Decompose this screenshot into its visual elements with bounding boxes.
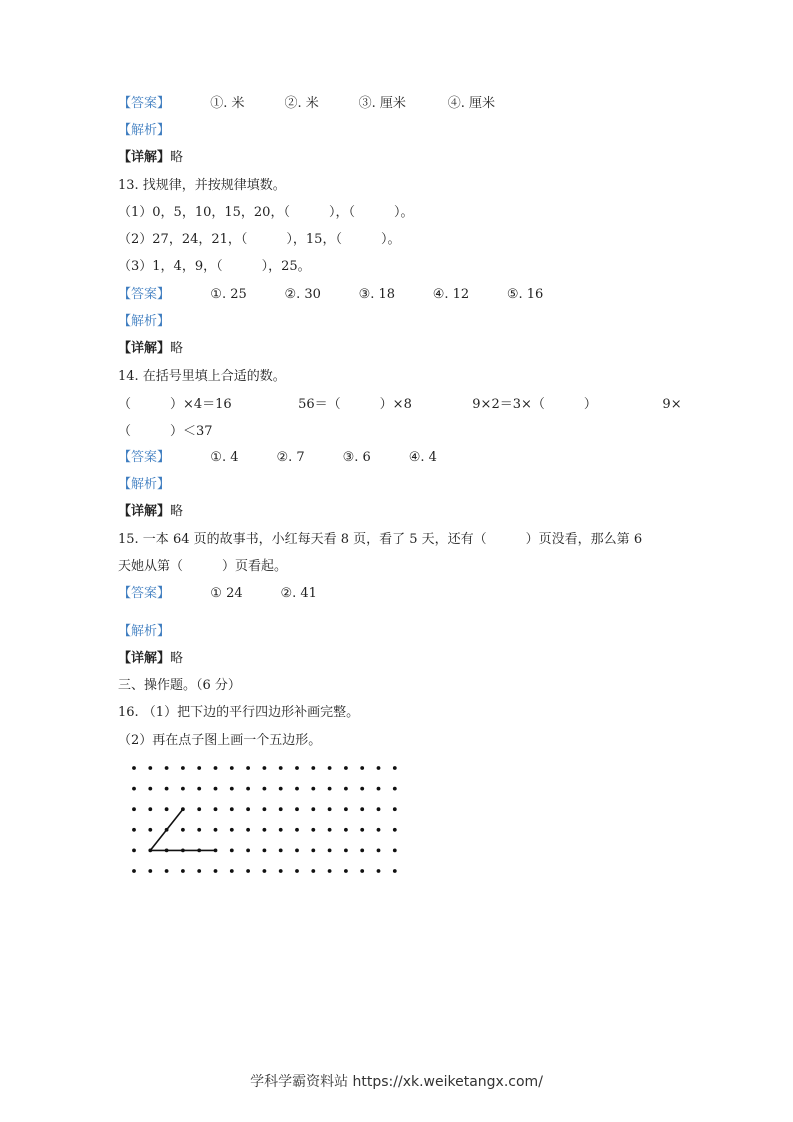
q15-analysis-tag: 【解析】 — [118, 624, 171, 639]
detail-text: 略 — [170, 150, 184, 165]
grid-dot — [132, 869, 136, 873]
q14-answer-3: ③. 6 — [342, 450, 371, 465]
q14-expr-4-start: 9× — [662, 397, 682, 412]
q13-answer-4: ④. 12 — [432, 287, 470, 302]
q13-answer-2: ②. 30 — [284, 287, 321, 302]
q14-expr-1: （ ）×4＝16 — [118, 397, 232, 412]
q12-answer-row — [118, 95, 495, 113]
grid-dot — [263, 807, 267, 811]
q15-answer-row — [118, 585, 317, 603]
q14-answer-1: ①. 4 — [210, 450, 239, 465]
grid-dot — [132, 787, 136, 791]
q13-answer-1: ①. 25 — [210, 287, 247, 302]
grid-dot — [295, 787, 299, 791]
grid-dot — [230, 869, 234, 873]
grid-dot — [246, 807, 250, 811]
q15-line-1: 15. 一本 64 页的故事书，小红每天看 8 页，看了 5 天，还有（ ）页没看，那么第 6 — [118, 532, 643, 547]
grid-dot — [344, 869, 348, 873]
answer-tag: 【答案】 — [118, 586, 171, 601]
grid-dot — [132, 828, 136, 832]
grid-dot — [344, 766, 348, 770]
grid-dot — [181, 828, 185, 832]
grid-dot — [230, 787, 234, 791]
q13-answer-3: ③. 18 — [358, 287, 396, 302]
grid-dot — [165, 787, 169, 791]
grid-dot — [279, 807, 283, 811]
q13-item-1: （1）0，5，10，15，20，（ ），（ ）。 — [118, 205, 414, 220]
grid-dot — [295, 869, 299, 873]
grid-dot — [377, 869, 381, 873]
grid-dot — [148, 869, 152, 873]
detail-tag: 【详解】 — [118, 504, 171, 519]
grid-dot — [197, 787, 201, 791]
grid-dot — [311, 807, 315, 811]
q13-item-3: （3）1，4，9，（ ），25。 — [118, 259, 311, 274]
grid-dot — [214, 869, 218, 873]
dot-grid — [128, 762, 408, 882]
q12-detail — [118, 149, 183, 167]
grid-dot — [311, 828, 315, 832]
detail-text: 略 — [170, 504, 184, 519]
q13-answer-5: ⑤. 16 — [506, 287, 544, 302]
q12-answer-4: ④. 厘米 — [447, 96, 495, 111]
grid-dot — [148, 787, 152, 791]
q13-answer-row — [118, 286, 543, 304]
grid-dot — [360, 828, 364, 832]
grid-dot — [393, 849, 397, 853]
grid-dot — [230, 828, 234, 832]
q14-answer-row — [118, 449, 437, 467]
grid-dot — [230, 849, 234, 853]
grid-dot — [279, 766, 283, 770]
grid-dot — [360, 849, 364, 853]
detail-text: 略 — [170, 651, 184, 666]
answer-tag: 【答案】 — [118, 96, 171, 111]
grid-dot — [263, 828, 267, 832]
detail-text: 略 — [170, 341, 184, 356]
grid-dot — [132, 849, 136, 853]
grid-dot — [197, 766, 201, 770]
grid-dot — [393, 828, 397, 832]
grid-dot — [165, 869, 169, 873]
grid-dot — [279, 869, 283, 873]
grid-dot — [197, 849, 201, 853]
grid-dot — [328, 869, 332, 873]
grid-dot — [132, 766, 136, 770]
grid-dot — [148, 828, 152, 832]
grid-dot — [181, 766, 185, 770]
grid-dot — [311, 869, 315, 873]
grid-dot — [230, 766, 234, 770]
q15-answer-2: ②. 41 — [280, 586, 317, 601]
grid-dot — [230, 807, 234, 811]
grid-dot — [328, 787, 332, 791]
grid-dot — [360, 869, 364, 873]
q16-line-2: （2）再在点子图上画一个五边形。 — [118, 733, 322, 748]
grid-dot — [246, 766, 250, 770]
grid-dot — [360, 766, 364, 770]
q16-line-1: 16. （1）把下边的平行四边形补画完整。 — [118, 705, 360, 720]
grid-dot — [148, 849, 152, 853]
q12-answer-2: ②. 米 — [284, 96, 319, 111]
detail-tag: 【详解】 — [118, 341, 171, 356]
grid-dot — [295, 828, 299, 832]
grid-dot — [311, 787, 315, 791]
grid-dot — [377, 849, 381, 853]
grid-dot — [246, 787, 250, 791]
grid-dot — [311, 766, 315, 770]
grid-dot — [197, 869, 201, 873]
grid-dot — [279, 828, 283, 832]
grid-dot — [132, 807, 136, 811]
footer-watermark: 学科学霸资料站 https://xk.weiketangx.com/ — [250, 1074, 543, 1090]
grid-dot — [328, 828, 332, 832]
grid-dot — [344, 787, 348, 791]
grid-dot — [377, 787, 381, 791]
section-3-heading: 三、操作题。（6 分） — [118, 678, 241, 693]
grid-dot — [344, 807, 348, 811]
grid-dot — [214, 849, 218, 853]
grid-dot — [165, 849, 169, 853]
grid-dot — [328, 807, 332, 811]
q12-answer-3: ③. 厘米 — [358, 96, 406, 111]
grid-dot — [148, 807, 152, 811]
grid-dot — [246, 849, 250, 853]
grid-dot — [197, 828, 201, 832]
grid-dot — [214, 766, 218, 770]
grid-dot — [148, 766, 152, 770]
grid-dot — [263, 787, 267, 791]
grid-dot — [344, 828, 348, 832]
grid-dot — [279, 849, 283, 853]
grid-dot — [295, 766, 299, 770]
grid-dot — [279, 787, 283, 791]
q15-answer-1: ① 24 — [210, 586, 243, 601]
answer-tag: 【答案】 — [118, 450, 171, 465]
q14-analysis-tag: 【解析】 — [118, 477, 171, 492]
q13-item-2: （2）27，24，21，（ ），15，（ ）。 — [118, 232, 401, 247]
grid-dot — [360, 807, 364, 811]
grid-dot — [165, 828, 169, 832]
q14-row-1 — [118, 396, 682, 414]
detail-tag: 【详解】 — [118, 150, 171, 165]
grid-dot — [181, 787, 185, 791]
grid-dot — [393, 766, 397, 770]
q12-answer-1: ①. 米 — [210, 96, 245, 111]
grid-dot — [214, 828, 218, 832]
grid-dot — [328, 766, 332, 770]
q14-row-2: （ ）＜37 — [118, 424, 213, 439]
grid-dot — [181, 807, 185, 811]
grid-dot — [181, 849, 185, 853]
detail-tag: 【详解】 — [118, 651, 171, 666]
grid-dot — [181, 869, 185, 873]
q14-answer-2: ②. 7 — [276, 450, 305, 465]
grid-dot — [377, 807, 381, 811]
grid-dot — [246, 869, 250, 873]
grid-dot — [377, 828, 381, 832]
grid-dot — [263, 766, 267, 770]
q14-expr-2: 56＝（ ）×8 — [298, 397, 412, 412]
grid-dot — [214, 787, 218, 791]
grid-dot — [377, 766, 381, 770]
grid-dot — [393, 869, 397, 873]
answer-tag: 【答案】 — [118, 287, 171, 302]
q14-detail — [118, 503, 183, 521]
q13-detail — [118, 340, 183, 358]
grid-dot — [328, 849, 332, 853]
grid-dot — [344, 849, 348, 853]
q13-analysis-tag: 【解析】 — [118, 314, 171, 329]
grid-dot — [214, 807, 218, 811]
q14-expr-3: 9×2＝3×（ ） — [472, 397, 597, 412]
grid-dot — [393, 807, 397, 811]
grid-dot — [360, 787, 364, 791]
grid-dot — [295, 849, 299, 853]
q14-answer-4: ④. 4 — [408, 450, 437, 465]
grid-dot — [246, 828, 250, 832]
grid-dot — [311, 849, 315, 853]
grid-dot — [165, 766, 169, 770]
q15-line-2: 天她从第（ ）页看起。 — [118, 559, 288, 574]
grid-dot — [263, 869, 267, 873]
grid-dot — [197, 807, 201, 811]
q14-stem: 14. 在括号里填上合适的数。 — [118, 369, 286, 384]
grid-dot — [393, 787, 397, 791]
q13-stem: 13. 找规律，并按规律填数。 — [118, 178, 286, 193]
q12-analysis-tag: 【解析】 — [118, 123, 171, 138]
grid-dot — [295, 807, 299, 811]
grid-dot — [165, 807, 169, 811]
grid-dot — [263, 849, 267, 853]
q15-detail — [118, 650, 183, 668]
